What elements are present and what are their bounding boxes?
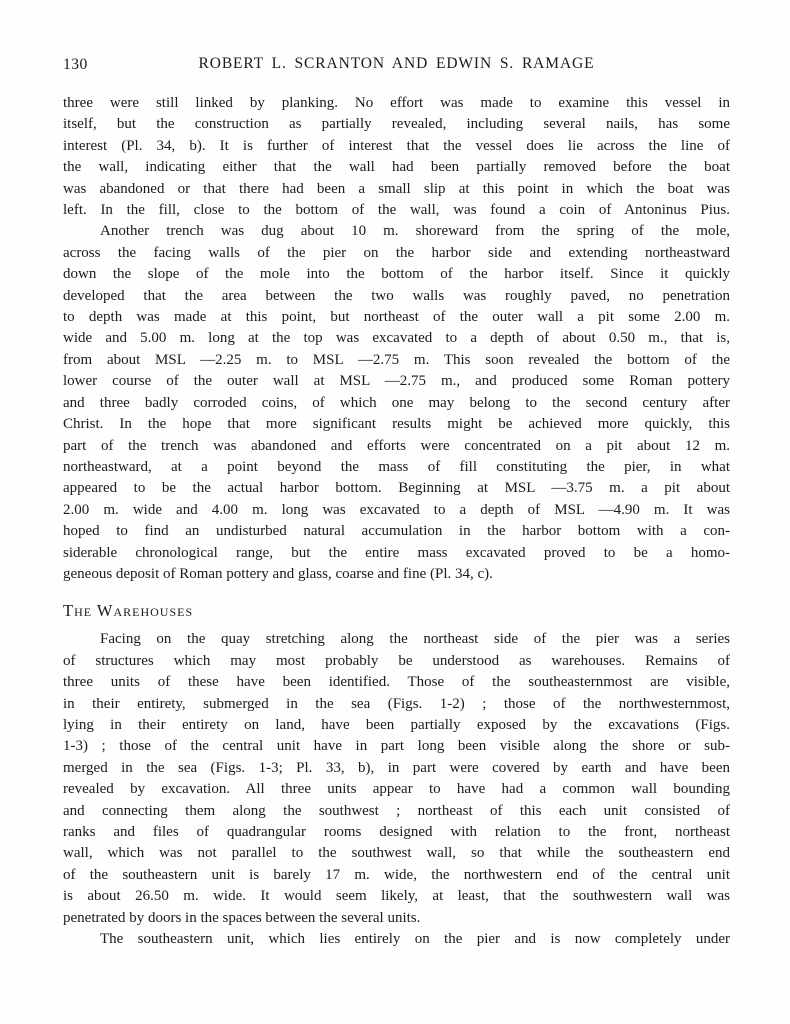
- text-line: lower course of the outer wall at MSL —2.75 m., and produced some Roman pottery: [63, 373, 730, 390]
- text-line: is about 26.50 m. wide. It would seem likely, at least, that the southwestern wall was: [63, 888, 730, 905]
- text-line: Christ. In the hope that more significant results might be achieved more quickly, this: [63, 416, 730, 433]
- paragraph-southeastern-unit: [63, 929, 730, 950]
- page-body: [63, 93, 730, 950]
- text-line: wall, which was not parallel to the southwest wall, so that while the southeastern end: [63, 845, 730, 862]
- text-line: Facing on the quay stretching along the northeast side of the pier was a series: [100, 631, 730, 648]
- text-line: Another trench was dug about 10 m. shoreward from the spring of the mole,: [100, 223, 730, 240]
- text-line: geneous deposit of Roman pottery and glass, coarse and fine (Pl. 34, c).: [63, 565, 493, 582]
- text-line: appeared to be the actual harbor bottom. Beginning at MSL —3.75 m. a pit about: [63, 480, 730, 497]
- text-line: lying in their entirety on land, have been partially exposed by the excavations (Figs.: [63, 716, 730, 733]
- text-line: siderable chronological range, but the entire mass excavated proved to be a homo-: [63, 544, 730, 561]
- text-line: part of the trench was abandoned and efforts were concentrated on a pit about 12 m.: [63, 437, 730, 454]
- text-line: across the facing walls of the pier on the harbor side and extending northeastward: [63, 244, 730, 261]
- text-line: 1-3) ; those of the central unit have in part long been visible along the shore or sub-: [63, 738, 730, 755]
- page-number: 130: [63, 56, 88, 73]
- text-line: and three badly corroded coins, of which one may belong to the second century after: [63, 394, 730, 411]
- text-line: three units of these have been identified. Those of the southeasternmost are visible,: [63, 674, 730, 691]
- text-line: merged in the sea (Figs. 1-3; Pl. 33, b), in part were covered by earth and have been: [63, 759, 730, 776]
- text-line: down the slope of the mole into the bottom of the harbor itself. Since it quickly: [63, 266, 730, 283]
- text-line: ranks and files of quadrangular rooms designed with relation to the front, northeast: [63, 824, 730, 840]
- text-line: was abandoned or that there had been a small slip at this point in which the boat was: [63, 180, 730, 197]
- text-line: the wall, indicating either that the wall had been partially removed before the boat: [63, 159, 730, 176]
- text-line: itself, but the construction as partially revealed, including several nails, has some: [63, 116, 730, 133]
- text-line: from about MSL —2.25 m. to MSL —2.75 m. This soon revealed the bottom of the: [63, 351, 730, 368]
- text-line: three were still linked by planking. No effort was made to examine this vessel in: [63, 95, 730, 111]
- text-line: of structures which may most probably be understood as warehouses. Remains of: [63, 652, 730, 669]
- text-line: to depth was made at this point, but northeast of the outer wall a pit some 2.00 m.: [63, 309, 730, 326]
- text-line: 2.00 m. wide and 4.00 m. long was excavated to a depth of MSL —4.90 m. It was: [63, 501, 730, 518]
- text-line: developed that the area between the two walls was roughly paved, no penetration: [63, 287, 730, 304]
- text-line: northeastward, at a point beyond the mass of fill constituting the pier, in what: [63, 458, 730, 475]
- text-line: wide and 5.00 m. long at the top was excavated to a depth of about 0.50 m., that is,: [63, 330, 730, 347]
- text-line: revealed by excavation. All three units appear to have had a common wall bounding: [63, 781, 730, 798]
- paragraph-second-trench: [63, 221, 730, 585]
- section-heading-the-warehouses: The Warehouses: [63, 601, 194, 621]
- text-line: interest (Pl. 34, b). It is further of interest that the vessel does lie across the line of: [63, 137, 730, 154]
- page-header: [63, 55, 730, 73]
- running-title: ROBERT L. SCRANTON AND EDWIN S. RAMAGE: [198, 55, 595, 72]
- paragraph-vessel-continuation: [63, 93, 730, 221]
- text-line: hoped to find an undisturbed natural accumulation in the harbor bottom with a con-: [63, 523, 730, 540]
- text-line: The southeastern unit, which lies entirely on the pier and is now completely under: [100, 931, 730, 948]
- text-line: left. In the fill, close to the bottom of the wall, was found a coin of Antoninus Pius.: [63, 202, 730, 219]
- text-line: and connecting them along the southwest ; northeast of this each unit consisted of: [63, 802, 730, 819]
- text-line: of the southeastern unit is barely 17 m. wide, the northwestern end of the central unit: [63, 866, 730, 883]
- text-line: penetrated by doors in the spaces between the several units.: [63, 909, 421, 926]
- text-line: in their entirety, submerged in the sea (Figs. 1-2) ; those of the northwesternmost,: [63, 695, 730, 712]
- paragraph-warehouses-overview: [63, 629, 730, 929]
